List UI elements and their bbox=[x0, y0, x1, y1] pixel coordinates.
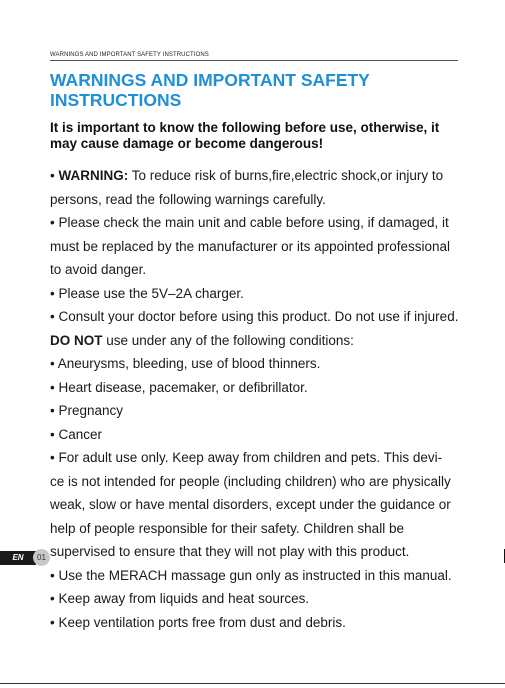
title-line-2: INSTRUCTIONS bbox=[50, 90, 182, 110]
body-line: • Please check the main unit and cable before using, if damaged, it bbox=[50, 215, 449, 230]
body-line: • Keep ventilation ports free from dust and debris. bbox=[50, 614, 346, 630]
title-line-1: WARNINGS AND IMPORTANT SAFETY bbox=[50, 70, 370, 90]
footer-divider bbox=[0, 683, 505, 684]
body-line: must be replaced by the manufacturer or its appointed professional bbox=[50, 238, 450, 254]
subtitle bbox=[50, 120, 480, 152]
body-line: persons, read the following warnings carefully. bbox=[50, 191, 326, 207]
body-line: help of people responsible for their safety. Children shall be bbox=[50, 520, 404, 536]
donot-label: DO NOT bbox=[50, 332, 103, 348]
body-line: • Consult your doctor before using this product. Do not use if injured. bbox=[50, 309, 459, 324]
page-number: 01 bbox=[33, 549, 50, 566]
bullet: • bbox=[50, 168, 59, 183]
header-divider bbox=[50, 60, 458, 61]
body-line: to avoid danger. bbox=[50, 262, 147, 277]
subtitle-line-1: It is important to know the following before use, otherwise, it bbox=[50, 120, 440, 135]
language-tab: EN bbox=[0, 551, 36, 565]
body-line: weak, slow or have mental disorders, except under the guidance or bbox=[50, 497, 451, 512]
donot-text: use under any of the following conditions: bbox=[102, 332, 354, 348]
warnings-body bbox=[50, 164, 480, 634]
warning-text: To reduce risk of burns,fire,electric shock,or injury to bbox=[128, 168, 444, 183]
running-head: WARNINGS AND IMPORTANT SAFETY INSTRUCTIONS bbox=[50, 52, 209, 58]
body-line: ce is not intended for people (including children) who are physically bbox=[50, 473, 451, 489]
body-line: • Heart disease, pacemaker, or defibrillator. bbox=[50, 379, 308, 395]
body-line: • Keep away from liquids and heat sources. bbox=[50, 591, 310, 606]
body-line: • Cancer bbox=[50, 426, 102, 442]
body-line: • For adult use only. Keep away from children and pets. This devi- bbox=[50, 450, 443, 465]
body-line: supervised to ensure that they will not play with this product. bbox=[50, 544, 410, 559]
body-line: • Pregnancy bbox=[50, 403, 124, 418]
donot-line bbox=[50, 329, 480, 353]
body-line: • Aneurysms, bleeding, use of blood thinners. bbox=[50, 356, 321, 371]
body-line: • Use the MERACH massage gun only as instructed in this manual. bbox=[50, 567, 452, 583]
body-line: • Please use the 5V–2A charger. bbox=[50, 285, 244, 301]
warning-line bbox=[50, 164, 480, 188]
warning-label: WARNING: bbox=[58, 168, 129, 183]
subtitle-line-2: may cause damage or become dangerous! bbox=[50, 136, 324, 151]
page-title bbox=[50, 70, 470, 110]
